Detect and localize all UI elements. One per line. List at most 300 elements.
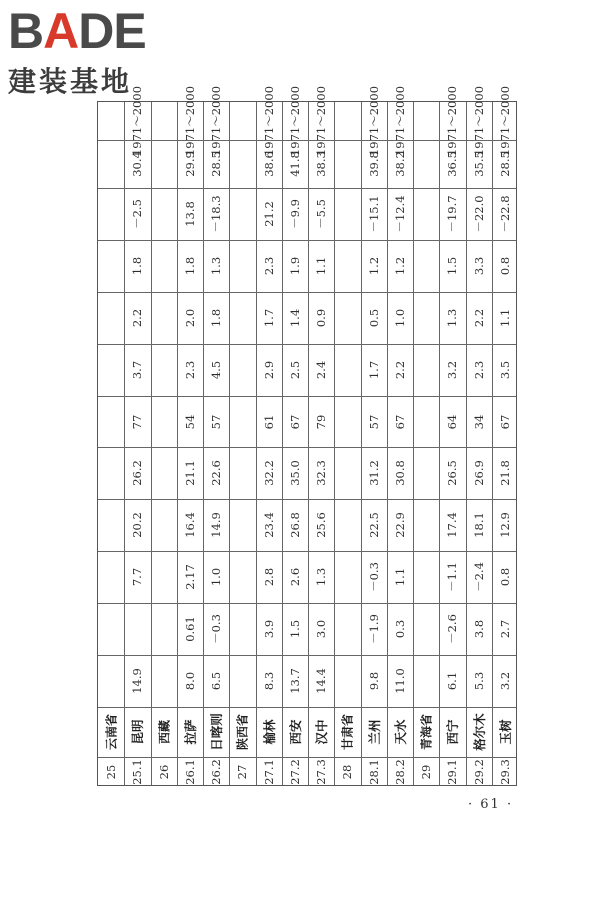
table-cell bbox=[203, 551, 229, 603]
table-cell bbox=[282, 707, 308, 757]
column-divider bbox=[177, 102, 178, 785]
table-cell bbox=[334, 396, 360, 448]
row-cell: 17.4 bbox=[445, 512, 460, 539]
table-cell bbox=[492, 396, 518, 448]
row-cell: －2.4 bbox=[471, 562, 486, 593]
column-divider bbox=[439, 102, 440, 785]
row-name: 玉树 bbox=[497, 719, 513, 745]
row-cell: －15.1 bbox=[366, 195, 381, 233]
table-cell bbox=[466, 85, 492, 156]
row-cell: 77 bbox=[130, 414, 145, 429]
row-cell: 1.0 bbox=[209, 568, 224, 587]
row-cell: 3.9 bbox=[261, 620, 276, 639]
row-cell: 21.2 bbox=[261, 201, 276, 227]
table-cell bbox=[334, 102, 360, 140]
table-cell bbox=[466, 344, 492, 396]
row-name: 青海省 bbox=[419, 714, 434, 751]
row-cell: 28.5 bbox=[209, 151, 224, 177]
row-id: 26.1 bbox=[182, 759, 197, 785]
table-cell bbox=[413, 551, 439, 603]
row-divider bbox=[98, 757, 516, 758]
row-cell: 1.8 bbox=[182, 256, 197, 275]
table-cell bbox=[177, 188, 203, 240]
row-cell: 2.2 bbox=[471, 308, 486, 327]
logo-subtitle: 建装基地 bbox=[8, 65, 133, 98]
table-cell bbox=[124, 551, 150, 603]
table-cell bbox=[361, 603, 387, 655]
table-cell bbox=[256, 655, 282, 707]
row-cell: 1971～2000 bbox=[130, 85, 145, 156]
row-cell: －22.0 bbox=[471, 195, 486, 233]
table-cell bbox=[492, 757, 518, 787]
row-cell: 1971～2000 bbox=[261, 85, 276, 156]
table-cell bbox=[439, 396, 465, 448]
table-cell bbox=[124, 292, 150, 344]
table-cell bbox=[334, 499, 360, 551]
column-divider bbox=[413, 102, 414, 785]
table-cell bbox=[98, 447, 124, 499]
table-cell bbox=[492, 707, 518, 757]
table-cell bbox=[361, 707, 387, 757]
row-name: 天水 bbox=[392, 719, 408, 745]
row-cell: 3.0 bbox=[314, 620, 329, 639]
row-cell: 39.8 bbox=[366, 151, 381, 177]
row-cell: 22.5 bbox=[366, 512, 381, 539]
row-cell: 1.5 bbox=[287, 620, 302, 639]
column-divider bbox=[203, 102, 204, 785]
row-cell: 0.3 bbox=[392, 620, 407, 639]
table-cell bbox=[387, 603, 413, 655]
row-id: 27.2 bbox=[287, 759, 302, 785]
table-cell bbox=[124, 396, 150, 448]
logo-letter-b: B bbox=[8, 3, 44, 59]
row-cell: 1.4 bbox=[287, 308, 302, 327]
column-divider bbox=[124, 102, 125, 785]
row-cell: －22.8 bbox=[497, 195, 512, 233]
row-cell: 2.2 bbox=[130, 308, 145, 327]
table-cell bbox=[177, 757, 203, 787]
row-id: 27.3 bbox=[314, 759, 329, 785]
table-cell bbox=[334, 188, 360, 240]
table-cell bbox=[439, 655, 465, 707]
row-cell: 14.9 bbox=[130, 668, 145, 694]
table-cell bbox=[229, 707, 255, 757]
row-cell: 22.6 bbox=[209, 460, 224, 487]
table-cell bbox=[492, 344, 518, 396]
table-cell bbox=[466, 447, 492, 499]
table-cell bbox=[282, 499, 308, 551]
table-cell bbox=[203, 240, 229, 292]
table-cell bbox=[98, 344, 124, 396]
table-cell bbox=[203, 85, 229, 156]
row-divider bbox=[98, 292, 516, 293]
row-cell: －1.1 bbox=[445, 562, 460, 593]
row-name: 昆明 bbox=[130, 719, 146, 745]
table-cell bbox=[282, 292, 308, 344]
row-cell: 57 bbox=[366, 414, 381, 429]
row-cell: 25.6 bbox=[314, 512, 329, 539]
table-cell bbox=[308, 85, 334, 156]
row-cell: 26.9 bbox=[471, 460, 486, 487]
table-row bbox=[466, 85, 492, 785]
row-cell: 31.2 bbox=[366, 460, 381, 487]
row-divider bbox=[98, 499, 516, 500]
table-cell bbox=[308, 447, 334, 499]
table-cell bbox=[177, 344, 203, 396]
table-cell bbox=[282, 603, 308, 655]
row-cell: 57 bbox=[209, 414, 224, 429]
row-cell: 2.3 bbox=[261, 256, 276, 275]
row-cell: 1.8 bbox=[130, 256, 145, 275]
table-cell bbox=[361, 757, 387, 787]
page-number: · 61 · bbox=[468, 797, 514, 812]
row-name: 甘肃省 bbox=[340, 714, 355, 751]
row-cell: 1.3 bbox=[209, 256, 224, 275]
table-cell bbox=[361, 85, 387, 156]
row-cell: －0.3 bbox=[209, 614, 224, 645]
row-divider bbox=[98, 551, 516, 552]
table-cell bbox=[308, 188, 334, 240]
row-cell: 1.5 bbox=[445, 256, 460, 275]
table-cell bbox=[466, 603, 492, 655]
row-divider bbox=[98, 603, 516, 604]
row-cell: 6.5 bbox=[209, 671, 224, 691]
table-cell bbox=[387, 344, 413, 396]
row-name: 西安 bbox=[287, 719, 303, 745]
table-cell bbox=[413, 707, 439, 757]
table-row bbox=[151, 102, 177, 785]
table-cell bbox=[256, 240, 282, 292]
table-cell bbox=[387, 396, 413, 448]
row-cell: 9.8 bbox=[366, 671, 381, 691]
column-divider bbox=[308, 102, 309, 785]
table-cell bbox=[229, 240, 255, 292]
row-cell: 21.8 bbox=[497, 460, 512, 487]
table-cell bbox=[151, 240, 177, 292]
table-cell bbox=[124, 447, 150, 499]
table-cell bbox=[466, 240, 492, 292]
row-cell: 3.8 bbox=[471, 620, 486, 639]
table-cell bbox=[256, 757, 282, 787]
table-cell bbox=[492, 447, 518, 499]
table-cell bbox=[308, 499, 334, 551]
row-cell: 1971～2000 bbox=[392, 85, 407, 156]
table-cell bbox=[439, 757, 465, 787]
row-divider bbox=[98, 240, 516, 241]
row-cell: 32.2 bbox=[261, 460, 276, 487]
table-cell bbox=[334, 655, 360, 707]
row-cell: 1.1 bbox=[392, 568, 407, 587]
row-cell: 1.1 bbox=[497, 308, 512, 327]
table-cell bbox=[124, 655, 150, 707]
row-cell: 14.4 bbox=[314, 668, 329, 694]
table-cell bbox=[439, 292, 465, 344]
row-cell: 18.1 bbox=[471, 512, 486, 539]
table-cell bbox=[151, 499, 177, 551]
row-id: 29 bbox=[419, 764, 434, 780]
logo-wordmark bbox=[8, 3, 188, 59]
table-cell bbox=[203, 292, 229, 344]
table-cell bbox=[256, 292, 282, 344]
table-cell bbox=[492, 499, 518, 551]
table-cell bbox=[387, 655, 413, 707]
row-name: 云南省 bbox=[104, 714, 119, 751]
row-id: 28.2 bbox=[392, 759, 407, 785]
table-cell bbox=[256, 603, 282, 655]
row-cell: 12.9 bbox=[497, 512, 512, 539]
logo-letter-a: A bbox=[43, 3, 79, 59]
table-cell bbox=[466, 188, 492, 240]
row-cell: 41.8 bbox=[287, 151, 302, 177]
table-cell bbox=[282, 757, 308, 787]
table-cell bbox=[229, 188, 255, 240]
table-cell bbox=[439, 85, 465, 156]
table-cell bbox=[282, 85, 308, 156]
row-name: 陕西省 bbox=[235, 714, 250, 751]
table-cell bbox=[98, 499, 124, 551]
table-row bbox=[413, 102, 439, 785]
table-cell bbox=[413, 188, 439, 240]
table-cell bbox=[308, 344, 334, 396]
row-name: 日喀则 bbox=[209, 713, 225, 751]
table-cell bbox=[413, 655, 439, 707]
row-cell: 0.8 bbox=[497, 568, 512, 587]
row-cell: 28.5 bbox=[497, 151, 512, 177]
table-cell bbox=[98, 757, 124, 787]
table-cell bbox=[413, 757, 439, 787]
row-cell: 35.5 bbox=[471, 151, 486, 177]
table-cell bbox=[492, 551, 518, 603]
row-name: 西藏 bbox=[157, 720, 172, 745]
table-cell bbox=[203, 499, 229, 551]
table-cell bbox=[439, 551, 465, 603]
table-cell bbox=[387, 292, 413, 344]
row-cell: 2.7 bbox=[497, 620, 512, 639]
table-cell bbox=[466, 551, 492, 603]
table-cell bbox=[151, 102, 177, 140]
table-cell bbox=[229, 102, 255, 140]
row-cell: 2.3 bbox=[182, 360, 197, 379]
table-cell bbox=[334, 140, 360, 188]
column-divider bbox=[282, 102, 283, 785]
table-cell bbox=[334, 447, 360, 499]
table-cell bbox=[151, 603, 177, 655]
row-cell: 13.7 bbox=[287, 668, 302, 694]
row-cell: 2.8 bbox=[261, 568, 276, 587]
table-cell bbox=[124, 707, 150, 757]
row-cell: －2.6 bbox=[445, 614, 460, 645]
table-cell bbox=[203, 603, 229, 655]
table-cell bbox=[203, 707, 229, 757]
table-cell bbox=[492, 655, 518, 707]
row-name: 格尔木 bbox=[471, 713, 487, 751]
table-cell bbox=[439, 240, 465, 292]
table-cell bbox=[98, 655, 124, 707]
row-cell: 4.5 bbox=[209, 360, 224, 379]
table-row bbox=[361, 85, 387, 785]
table-cell bbox=[466, 707, 492, 757]
table-cell bbox=[229, 396, 255, 448]
table-cell bbox=[98, 707, 124, 757]
logo-letter-e: E bbox=[113, 3, 146, 59]
column-divider bbox=[334, 102, 335, 785]
table-cell bbox=[282, 655, 308, 707]
row-cell: 38.3 bbox=[314, 151, 329, 177]
row-cell: 79 bbox=[314, 414, 329, 429]
table-cell bbox=[334, 551, 360, 603]
table-cell bbox=[413, 344, 439, 396]
table-cell bbox=[466, 655, 492, 707]
table-cell bbox=[387, 188, 413, 240]
row-cell: 1.8 bbox=[209, 308, 224, 327]
row-cell: 67 bbox=[287, 414, 302, 429]
row-cell: 3.7 bbox=[130, 360, 145, 379]
row-cell: 13.8 bbox=[182, 201, 197, 227]
table-cell bbox=[98, 188, 124, 240]
table-cell bbox=[256, 499, 282, 551]
table-cell bbox=[413, 292, 439, 344]
row-cell: －2.5 bbox=[130, 198, 145, 229]
table-cell bbox=[151, 396, 177, 448]
row-cell: 2.9 bbox=[261, 360, 276, 379]
table-cell bbox=[177, 655, 203, 707]
table-cell bbox=[387, 85, 413, 156]
table-cell bbox=[151, 551, 177, 603]
row-cell: 3.5 bbox=[497, 360, 512, 379]
row-cell: 2.6 bbox=[287, 568, 302, 587]
row-cell: 16.4 bbox=[182, 512, 197, 539]
row-cell: 35.0 bbox=[287, 460, 302, 487]
table-row bbox=[308, 85, 334, 785]
row-cell: －18.3 bbox=[209, 195, 224, 233]
row-cell: 67 bbox=[392, 414, 407, 429]
table-cell bbox=[334, 707, 360, 757]
table-cell bbox=[203, 447, 229, 499]
row-cell: 0.8 bbox=[497, 256, 512, 275]
table-cell bbox=[203, 344, 229, 396]
table-cell bbox=[256, 85, 282, 156]
row-cell: 1.2 bbox=[392, 256, 407, 275]
table-cell bbox=[256, 396, 282, 448]
table-cell bbox=[439, 499, 465, 551]
row-cell: 1971～2000 bbox=[366, 85, 381, 156]
table-cell bbox=[413, 499, 439, 551]
table-row bbox=[282, 85, 308, 785]
row-divider bbox=[98, 344, 516, 345]
table-cell bbox=[229, 757, 255, 787]
table-cell bbox=[492, 240, 518, 292]
table-cell bbox=[151, 757, 177, 787]
table-cell bbox=[124, 757, 150, 787]
table-cell bbox=[413, 240, 439, 292]
table-cell bbox=[229, 499, 255, 551]
row-cell: 30.8 bbox=[392, 460, 407, 487]
table-cell bbox=[229, 344, 255, 396]
column-divider bbox=[151, 102, 152, 785]
table-cell bbox=[124, 344, 150, 396]
table-cell bbox=[413, 102, 439, 140]
row-cell: 38.6 bbox=[261, 151, 276, 177]
column-divider bbox=[492, 102, 493, 785]
table-cell bbox=[256, 188, 282, 240]
table-cell bbox=[124, 85, 150, 156]
table-cell bbox=[203, 655, 229, 707]
table-cell bbox=[151, 707, 177, 757]
table-cell bbox=[256, 551, 282, 603]
table-row bbox=[203, 85, 229, 785]
table-cell bbox=[177, 447, 203, 499]
row-cell: 38.2 bbox=[392, 151, 407, 177]
table-cell bbox=[229, 603, 255, 655]
table-cell bbox=[439, 603, 465, 655]
row-cell: 1.2 bbox=[366, 256, 381, 275]
row-cell: 1.9 bbox=[287, 256, 302, 275]
row-cell: 1971～2000 bbox=[182, 85, 197, 156]
table-cell bbox=[256, 447, 282, 499]
row-cell: 26.8 bbox=[287, 512, 302, 539]
row-divider bbox=[98, 447, 516, 448]
row-id: 27 bbox=[235, 764, 250, 780]
table-cell bbox=[334, 240, 360, 292]
table-cell bbox=[151, 140, 177, 188]
row-cell: 1.3 bbox=[314, 568, 329, 587]
table-cell bbox=[151, 188, 177, 240]
column-divider bbox=[229, 102, 230, 785]
table-cell bbox=[334, 757, 360, 787]
climate-data-table bbox=[97, 85, 517, 786]
row-divider bbox=[98, 140, 516, 141]
row-cell: 64 bbox=[445, 414, 460, 429]
table-cell bbox=[282, 447, 308, 499]
table-cell bbox=[387, 551, 413, 603]
table-cell bbox=[151, 344, 177, 396]
table-cell bbox=[98, 603, 124, 655]
row-cell: 32.3 bbox=[314, 460, 329, 487]
table-cell bbox=[98, 551, 124, 603]
row-cell: 1971～2000 bbox=[314, 85, 329, 156]
table-cell bbox=[492, 85, 518, 156]
table-cell bbox=[334, 344, 360, 396]
table-cell bbox=[229, 655, 255, 707]
table-cell bbox=[98, 396, 124, 448]
logo-letter-d: D bbox=[78, 3, 114, 59]
table-cell bbox=[466, 292, 492, 344]
row-cell: 1.7 bbox=[261, 308, 276, 327]
table-row bbox=[492, 85, 518, 785]
row-cell: 2.4 bbox=[314, 360, 329, 379]
table-cell bbox=[282, 344, 308, 396]
row-divider bbox=[98, 655, 516, 656]
table-cell bbox=[151, 447, 177, 499]
table-cell bbox=[124, 499, 150, 551]
row-cell: 1971～2000 bbox=[445, 85, 460, 156]
row-name: 西宁 bbox=[445, 719, 461, 745]
row-cell: 1971～2000 bbox=[471, 85, 486, 156]
row-cell: 3.3 bbox=[471, 256, 486, 275]
table-cell bbox=[387, 447, 413, 499]
table-cell bbox=[308, 603, 334, 655]
table-cell bbox=[98, 292, 124, 344]
row-id: 28.1 bbox=[366, 759, 381, 785]
table-cell bbox=[466, 757, 492, 787]
row-cell: 1971～2000 bbox=[497, 85, 512, 156]
table-cell bbox=[177, 707, 203, 757]
row-cell: 6.1 bbox=[445, 671, 460, 691]
table-cell bbox=[124, 603, 150, 655]
table-cell bbox=[282, 188, 308, 240]
row-cell: 0.61 bbox=[182, 616, 197, 643]
table-cell bbox=[203, 188, 229, 240]
